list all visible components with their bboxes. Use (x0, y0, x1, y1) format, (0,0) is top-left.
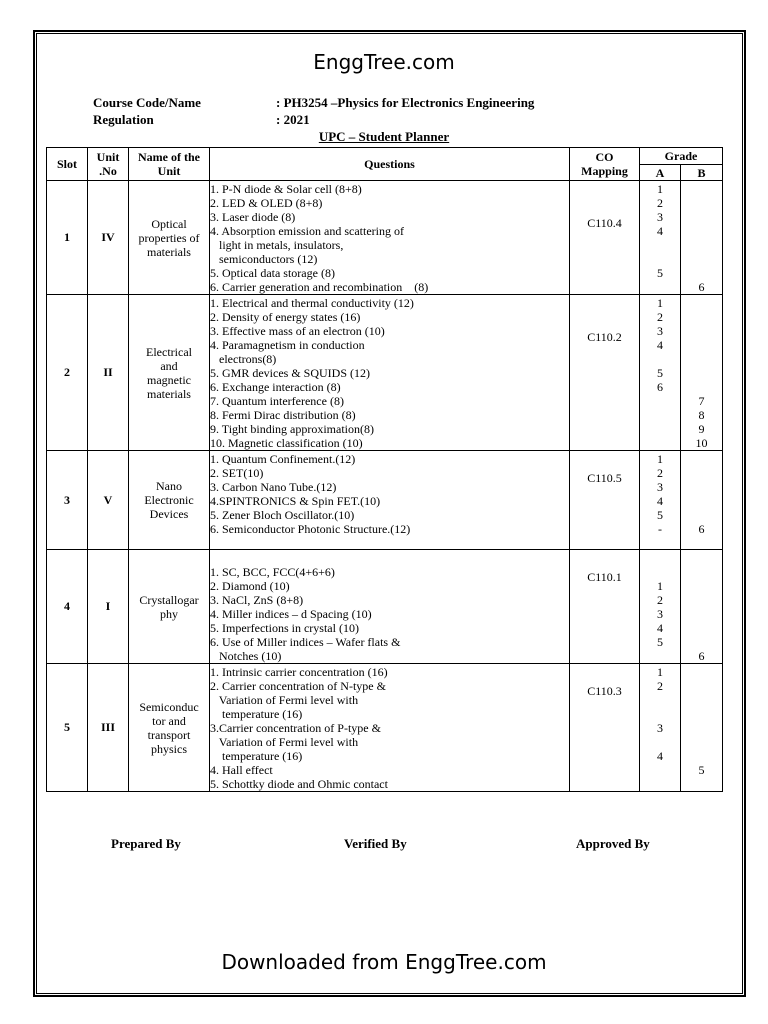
grade-b-item (681, 508, 722, 522)
header-co-mapping: CO Mapping (570, 148, 640, 181)
question-item: 6. Carrier generation and recombination (8) (210, 280, 429, 294)
grade-a-item (640, 252, 680, 266)
questions-cell (210, 664, 570, 792)
question-item: 4. Hall effect (210, 763, 273, 777)
grade-b-item (681, 380, 722, 394)
question-item: 1. Intrinsic carrier concentration (16) (210, 665, 388, 679)
slot-cell: 5 (47, 664, 88, 792)
planner-table (46, 147, 723, 792)
header-unit-no: Unit .No (88, 148, 129, 181)
grade-b-item (681, 210, 722, 224)
table-row (47, 181, 723, 295)
grade-b-item (681, 565, 722, 579)
grade-b-item (681, 679, 722, 693)
grade-a-item (640, 408, 680, 422)
question-item: Variation of Fermi level with (210, 693, 359, 707)
unit-name-cell: Optical properties of materials (129, 181, 210, 295)
header-grade-a: A (640, 165, 681, 181)
grade-b-item (681, 721, 722, 735)
question-item: 1. Electrical and thermal conductivity (12) (210, 296, 414, 310)
slot-cell: 4 (47, 550, 88, 664)
unit-no-cell: I (88, 550, 129, 664)
grade-a-item: 6 (657, 380, 663, 394)
question-item: 6. Use of Miller indices – Wafer flats & (210, 635, 401, 649)
grade-b-item: 9 (698, 422, 705, 436)
grade-b-item (681, 352, 722, 366)
slot-cell: 2 (47, 295, 88, 451)
grade-b-item (681, 252, 722, 266)
grade-b-item (681, 452, 722, 466)
planner-title: UPC – Student Planner (318, 129, 450, 144)
regulation-label: Regulation (93, 112, 154, 127)
grade-b-cell (681, 550, 723, 664)
grade-b-item (681, 735, 722, 749)
table-row (47, 664, 723, 792)
grade-a-cell (640, 295, 681, 451)
question-item: 9. Tight binding approximation(8) (210, 422, 375, 436)
grade-b-item (681, 635, 722, 649)
header-unit-name: Name of the Unit (129, 148, 210, 181)
question-item: temperature (16) (210, 749, 303, 763)
grade-a-item (640, 436, 680, 450)
question-item: 1. P-N diode & Solar cell (8+8) (210, 182, 362, 196)
grade-b-item (681, 324, 722, 338)
table-row (47, 550, 723, 664)
question-item: 2. LED & OLED (8+8) (210, 196, 323, 210)
grade-b-item (681, 494, 722, 508)
grade-a-item: 1 (657, 665, 663, 679)
grade-b-item: 6 (698, 280, 705, 294)
unit-name-cell: Semiconduc tor and transport physics (129, 664, 210, 792)
grade-a-item (640, 763, 680, 777)
grade-b-item (681, 338, 722, 352)
grade-a-cell (640, 664, 681, 792)
site-title: EnggTree.com (313, 50, 455, 74)
grade-a-item: 2 (657, 466, 663, 480)
grade-a-item (640, 352, 680, 366)
question-item: 5. Zener Bloch Oscillator.(10) (210, 508, 355, 522)
question-item: 3.Carrier concentration of P-type & (210, 721, 381, 735)
grade-b-item (681, 196, 722, 210)
question-item: Notches (10) (210, 649, 282, 663)
header-grade: Grade (640, 148, 723, 165)
question-item: 6. Exchange interaction (8) (210, 380, 341, 394)
grade-a-item (640, 280, 680, 294)
questions-cell (210, 451, 570, 550)
grade-b-item (681, 296, 722, 310)
question-item: 3. Effective mass of an electron (10) (210, 324, 385, 338)
grade-a-item: 3 (657, 210, 663, 224)
question-item: 4. Absorption emission and scattering of (210, 224, 404, 238)
questions-cell (210, 295, 570, 451)
questions-cell (210, 181, 570, 295)
grade-a-item: 4 (657, 621, 663, 635)
question-item: 3. Laser diode (8) (210, 210, 296, 224)
verified-by: Verified By (344, 836, 407, 851)
grade-a-item: 5 (657, 508, 663, 522)
grade-b-item: 6 (698, 649, 705, 663)
question-item: 1. SC, BCC, FCC(4+6+6) (210, 565, 335, 579)
grade-b-item (681, 480, 722, 494)
question-item: 2. Carrier concentration of N-type & (210, 679, 386, 693)
grade-a-item: 3 (657, 721, 663, 735)
grade-b-item (681, 366, 722, 380)
question-item: 2. Density of energy states (16) (210, 310, 361, 324)
question-item: temperature (16) (210, 707, 303, 721)
question-item: 6. Semiconductor Photonic Structure.(12) (210, 522, 411, 536)
grade-b-item (681, 310, 722, 324)
question-item: 4.SPINTRONICS & Spin FET.(10) (210, 494, 381, 508)
question-item: 4. Miller indices – d Spacing (10) (210, 607, 372, 621)
unit-name-cell: Crystallogar phy (129, 550, 210, 664)
grade-b-item: 7 (698, 394, 705, 408)
grade-b-item (681, 593, 722, 607)
grade-b-item (681, 749, 722, 763)
unit-no-cell: IV (88, 181, 129, 295)
grade-a-item (640, 238, 680, 252)
question-item: 7. Quantum interference (8) (210, 394, 344, 408)
question-item: 5. Schottky diode and Ohmic contact (210, 777, 388, 791)
co-mapping-cell: C110.5 (570, 451, 640, 550)
unit-no-cell: V (88, 451, 129, 550)
grade-b-item: 8 (698, 408, 705, 422)
header-slot: Slot (47, 148, 88, 181)
question-item: 5. Optical data storage (8) (210, 266, 335, 280)
grade-a-item: 2 (657, 310, 663, 324)
question-item: 3. NaCl, ZnS (8+8) (210, 593, 304, 607)
grade-a-item: 5 (657, 635, 663, 649)
grade-a-item: - (658, 522, 662, 536)
grade-b-item (681, 607, 722, 621)
grade-a-item (640, 735, 680, 749)
grade-b-cell (681, 295, 723, 451)
grade-b-item (681, 621, 722, 635)
slot-cell: 1 (47, 181, 88, 295)
grade-b-item (681, 707, 722, 721)
grade-b-item (681, 182, 722, 196)
question-item: 1. Quantum Confinement.(12) (210, 452, 356, 466)
grade-a-item: 2 (657, 593, 663, 607)
grade-b-item (681, 579, 722, 593)
unit-no-cell: II (88, 295, 129, 451)
grade-a-item: 1 (657, 579, 663, 593)
grade-b-item (681, 466, 722, 480)
slot-cell: 3 (47, 451, 88, 550)
grade-a-item (640, 422, 680, 436)
grade-a-cell (640, 451, 681, 550)
grade-a-cell (640, 181, 681, 295)
grade-a-item (640, 777, 680, 791)
co-mapping-cell: C110.4 (570, 181, 640, 295)
questions-cell (210, 550, 570, 664)
table-row (47, 295, 723, 451)
question-item: 8. Fermi Dirac distribution (8) (210, 408, 356, 422)
co-mapping-cell: C110.1 (570, 550, 640, 664)
grade-b-item (681, 238, 722, 252)
planner-body (47, 181, 723, 792)
grade-a-item: 3 (657, 480, 663, 494)
regulation-value: : 2021 (276, 112, 310, 127)
question-item: 4. Paramagnetism in conduction (210, 338, 365, 352)
question-item: 5. GMR devices & SQUIDS (12) (210, 366, 370, 380)
course-code-label: Course Code/Name (93, 95, 201, 110)
grade-a-item: 2 (657, 679, 663, 693)
co-mapping-cell: C110.2 (570, 295, 640, 451)
grade-b-cell (681, 451, 723, 550)
grade-a-item: 4 (657, 494, 663, 508)
grade-a-item (640, 565, 680, 579)
grade-b-item (681, 266, 722, 280)
unit-name-cell: Electrical and magnetic materials (129, 295, 210, 451)
footer-text: Downloaded from EnggTree.com (221, 950, 547, 974)
grade-b-item: 5 (698, 763, 705, 777)
grade-a-cell (640, 550, 681, 664)
question-item: semiconductors (12) (210, 252, 318, 266)
grade-a-item (640, 707, 680, 721)
question-item: electrons(8) (210, 352, 277, 366)
question-item: 2. Diamond (10) (210, 579, 290, 593)
grade-a-item: 1 (657, 452, 663, 466)
grade-a-item (640, 649, 680, 663)
grade-b-item (681, 665, 722, 679)
grade-b-cell (681, 664, 723, 792)
header-grade-b: B (681, 165, 723, 181)
header-questions: Questions (210, 148, 570, 181)
grade-a-item: 1 (657, 296, 663, 310)
grade-a-item: 1 (657, 182, 663, 196)
question-item: 10. Magnetic classification (10) (210, 436, 363, 450)
grade-a-item: 5 (657, 366, 663, 380)
question-item: 2. SET(10) (210, 466, 264, 480)
grade-a-item: 4 (657, 338, 663, 352)
grade-b-cell (681, 181, 723, 295)
grade-b-item (681, 224, 722, 238)
unit-no-cell: III (88, 664, 129, 792)
question-item: 5. Imperfections in crystal (10) (210, 621, 359, 635)
approved-by: Approved By (576, 836, 650, 851)
grade-a-item: 3 (657, 607, 663, 621)
unit-name-cell: Nano Electronic Devices (129, 451, 210, 550)
grade-a-item: 2 (657, 196, 663, 210)
grade-b-item (681, 693, 722, 707)
grade-b-item: 10 (695, 436, 708, 450)
grade-a-item: 3 (657, 324, 663, 338)
co-mapping-cell: C110.3 (570, 664, 640, 792)
question-item: Variation of Fermi level with (210, 735, 359, 749)
grade-a-item (640, 693, 680, 707)
table-row (47, 451, 723, 550)
course-code-value: : PH3254 –Physics for Electronics Engineering (276, 95, 535, 110)
question-item: light in metals, insulators, (210, 238, 344, 252)
grade-a-item (640, 394, 680, 408)
grade-a-item: 4 (657, 749, 663, 763)
grade-b-item (681, 777, 722, 791)
grade-a-item: 4 (657, 224, 663, 238)
grade-a-item: 5 (657, 266, 663, 280)
question-item: 3. Carbon Nano Tube.(12) (210, 480, 337, 494)
prepared-by: Prepared By (111, 836, 181, 851)
grade-b-item: 6 (698, 522, 705, 536)
